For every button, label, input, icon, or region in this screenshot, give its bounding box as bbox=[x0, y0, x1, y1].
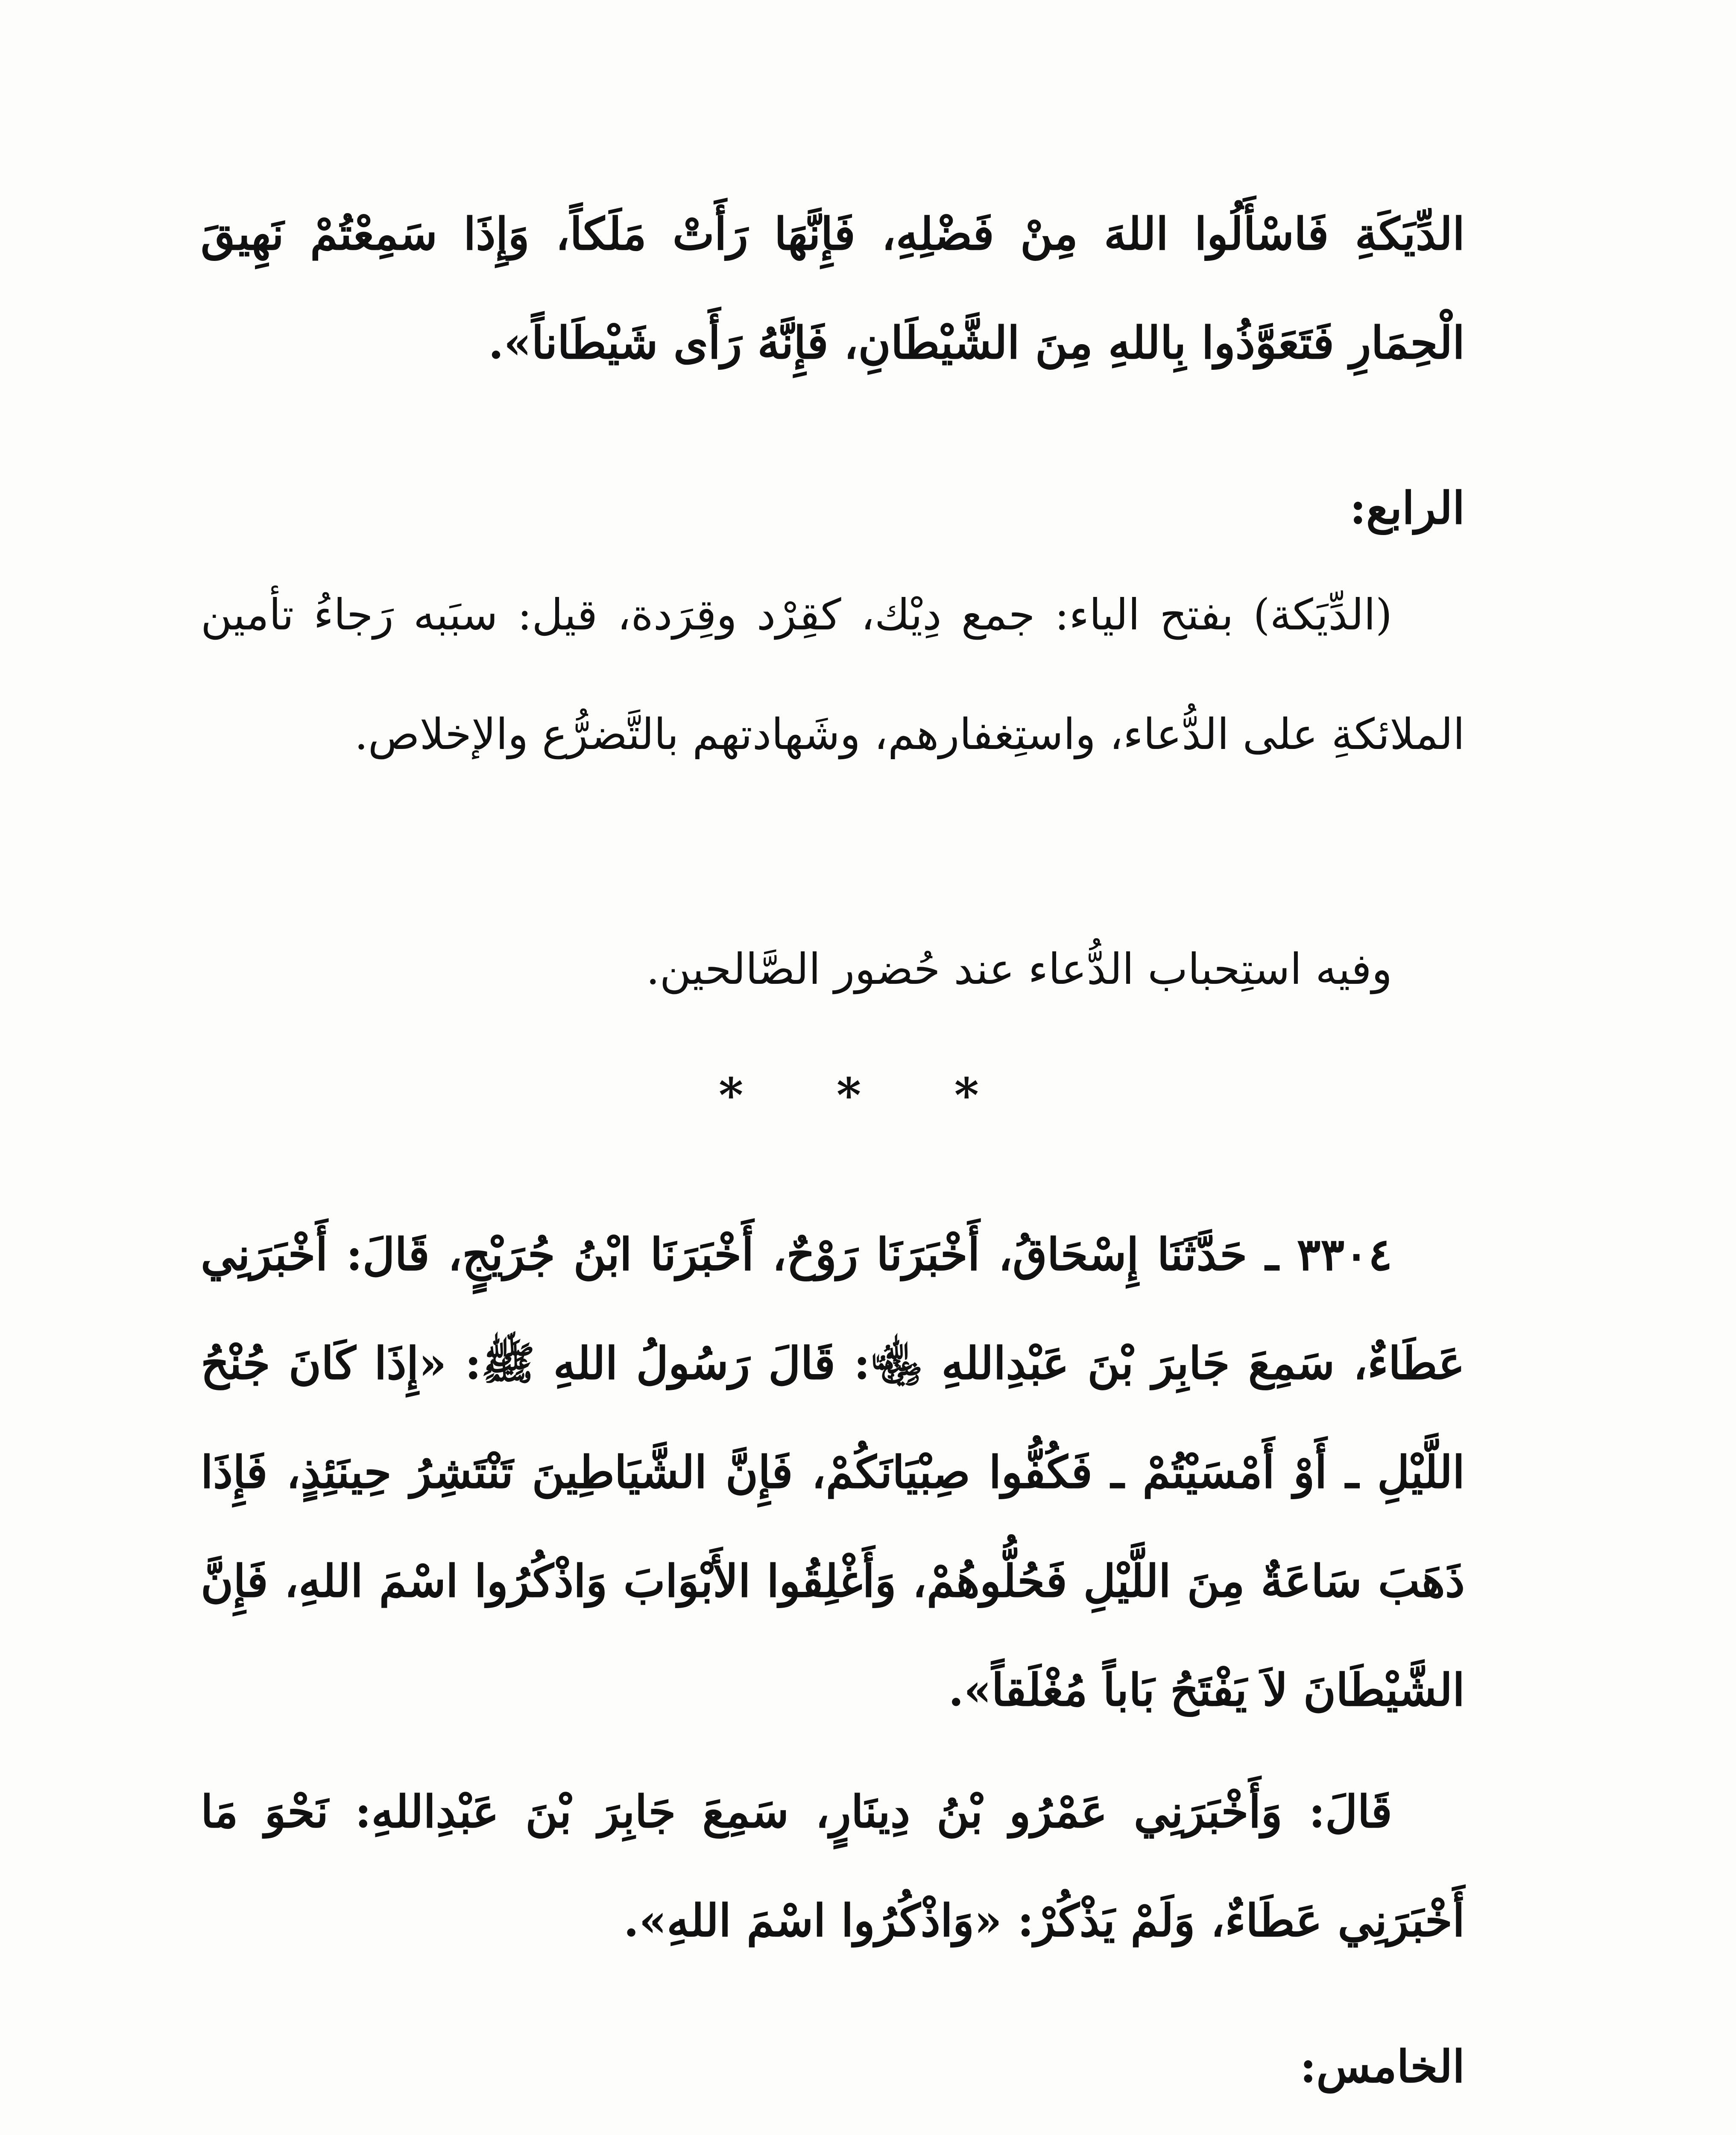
commentary-paragraph-ishaq bbox=[201, 2114, 1465, 2135]
commentary-paragraph-dikah: (الدِّيَكة) بفتح الياء: جمع دِيْك، كقِرْد وقِرَدة، قيل: سبَبه رَجاءُ تأمين الملائكةِ على الدُّعاء، واستِغفارهم، وشَهادتهم بالتَّضرُّع والإخلاص. bbox=[201, 590, 1465, 759]
hadith-continuation-text: الدِّيَكَةِ فَاسْأَلُوا اللهَ مِنْ فَضْلِهِ، فَإِنَّهَا رَأَتْ مَلَكاً، وَإِذَا سَمِعْتُمْ نَهِيقَ الْحِمَارِ فَتَعَوَّذُوا بِاللهِ مِنَ الشَّيْطَانِ، فَإِنَّهُ رَأَى شَيْطَاناً». bbox=[201, 208, 1465, 369]
section-heading-fourth: الرابع: bbox=[1350, 482, 1465, 534]
hadith-3304-second-chain: قَالَ: وَأَخْبَرَنِي عَمْرُو بْنُ دِينَارٍ، سَمِعَ جَابِرَ بْنَ عَبْدِاللهِ: نَحْوَ مَا أَخْبَرَنِي عَطَاءٌ، وَلَمْ يَذْكُرْ: «وَاذْكُرُوا اسْمَ اللهِ». bbox=[201, 1785, 1465, 1947]
section-separator: * * * bbox=[718, 1068, 1018, 1123]
section-heading-fifth: الخامس: bbox=[1300, 2040, 1465, 2093]
commentary-paragraph-supplication: وفيه استِحباب الدُّعاء عند حُضور الصَّالحين. bbox=[646, 944, 1392, 994]
hadith-3304-text: ٣٣٠٤ ـ حَدَّثَنَا إِسْحَاقُ، أَخْبَرَنَا رَوْحٌ، أَخْبَرَنَا ابْنُ جُرَيْجٍ، قَالَ: أَخْبَرَنِي عَطَاءٌ، سَمِعَ جَابِرَ بْنَ عَبْدِاللهِ ﵄: قَالَ رَسُولُ اللهِ ﷺ: «إِذَا كَانَ جُنْحُ اللَّيْلِ ـ أَوْ أَمْسَيْتُمْ ـ فَكُفُّوا صِبْيَانَكُمْ، فَإِنَّ الشَّيَاطِينَ تَنْتَشِرُ حِينَئِذٍ، فَإِذَا ذَهَبَ سَاعَةٌ مِنَ اللَّيْلِ فَحُلُّوهُمْ، وَأَغْلِقُوا الأَبْوَابَ وَاذْكُرُوا اسْمَ اللهِ، فَإِنَّ الشَّيْطَانَ لاَ يَفْتَحُ بَاباً مُغْلَقاً». bbox=[201, 1228, 1465, 1716]
